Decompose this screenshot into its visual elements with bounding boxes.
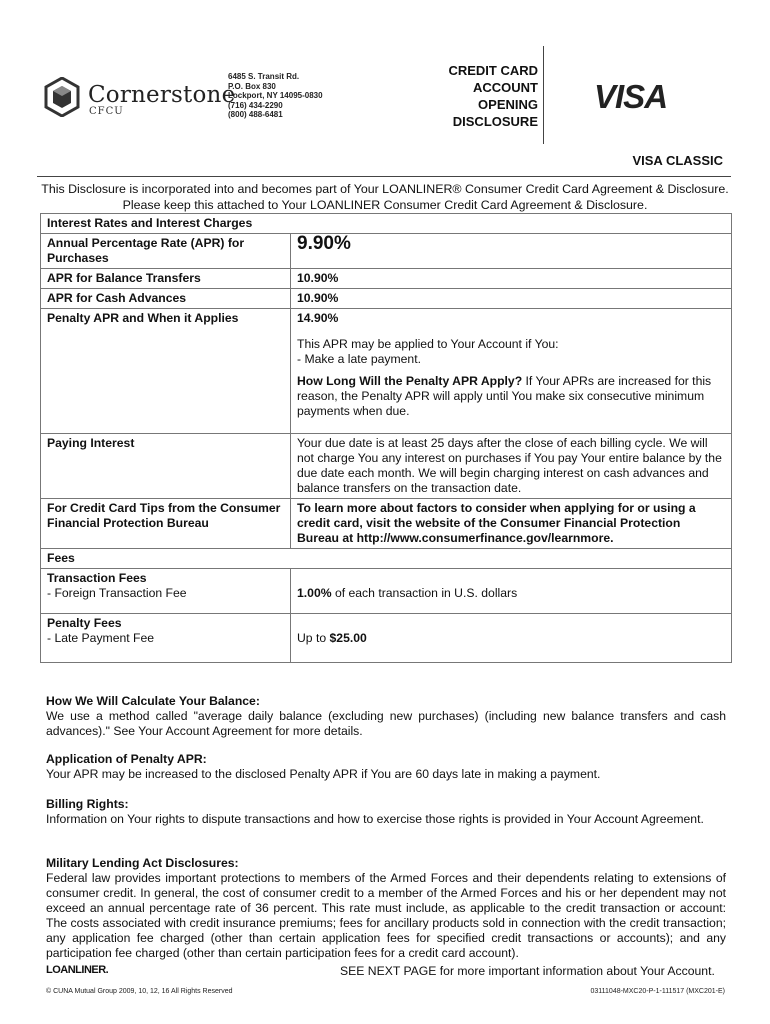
section-text: Your APR may be increased to the disclosed Penalty APR if You are 60 days late in making a payment. — [46, 767, 601, 781]
table-row — [41, 434, 732, 499]
table-row — [41, 549, 732, 569]
header-rule — [37, 176, 731, 177]
copyright: © CUNA Mutual Group 2009, 10, 12, 16 All Rights Reserved — [46, 988, 233, 995]
row-label: Annual Percentage Rate (APR) for Purchases — [41, 234, 291, 269]
intro-text: This Disclosure is incorporated into and becomes part of Your LOANLINER® Consumer Credit Card Agreement & Disclosure. Please keep this attached to Your LOANLINER Consumer Credit Card Agreement & Disclosure. — [41, 182, 729, 212]
cornerstone-logo-icon — [44, 77, 80, 117]
row-label: For Credit Card Tips from the Consumer Financial Protection Bureau — [41, 499, 291, 549]
row-label: APR for Cash Advances — [41, 289, 291, 309]
logo-name: Cornerstone — [88, 82, 236, 108]
penalty-answer: If Your APRs are increased for this reason, the Penalty APR will apply until You make six consecutive minimum payments when due. — [297, 374, 712, 418]
row-value: To learn more about factors to consider when applying for or using a credit card, visit the website of the Consumer Financial Protection Bureau at http://www.consumerfinance.gov/learnmore. — [291, 499, 732, 549]
address-line: (800) 488-6481 — [228, 110, 283, 119]
row-label — [41, 614, 291, 663]
address-block — [228, 72, 323, 120]
section-header: Fees — [41, 549, 732, 569]
foreign-fee-suffix: of each transaction in U.S. dollars — [331, 586, 518, 600]
row-value — [291, 614, 732, 663]
address-line: (716) 434-2290 — [228, 100, 283, 110]
fee-group-title: Transaction Fees — [47, 571, 147, 585]
table-row — [41, 269, 732, 289]
section-title: Billing Rights: — [46, 797, 129, 811]
table-row — [41, 569, 732, 614]
section-title: Military Lending Act Disclosures: — [46, 856, 239, 870]
billing-section — [46, 797, 726, 827]
row-value: 10.90% — [291, 269, 732, 289]
visa-logo: VISA — [594, 78, 668, 115]
fee-label: - Foreign Transaction Fee — [47, 586, 187, 600]
address-line: Lockport, NY 14095-0830 — [228, 91, 323, 100]
section-title: How We Will Calculate Your Balance: — [46, 694, 260, 708]
fee-group-title: Penalty Fees — [47, 616, 122, 630]
penalty-apr-section — [46, 752, 726, 782]
title-line: OPENING — [478, 97, 538, 112]
loanliner-logo: LOANLINER. — [46, 964, 109, 976]
balance-section — [46, 694, 726, 739]
row-label: APR for Balance Transfers — [41, 269, 291, 289]
title-line: DISCLOSURE — [452, 114, 538, 129]
table-row — [41, 289, 732, 309]
late-fee: $25.00 — [329, 631, 367, 645]
fee-label: - Late Payment Fee — [47, 631, 155, 645]
row-value: 10.90% — [291, 289, 732, 309]
row-label: Paying Interest — [41, 434, 291, 499]
row-value: Your due date is at least 25 days after the close of each billing cycle. We will not charge You any interest on purchases if You pay Your entire balance by the due date each month. We will begin charging interest on cash advances and balance transfers on the transaction date. — [291, 434, 732, 499]
document-title — [430, 62, 538, 130]
table-row — [41, 309, 732, 434]
section-text: Information on Your rights to dispute transactions and how to exercise those rights is provided in Your Account Agreement. — [46, 812, 704, 826]
section-text: Federal law provides important protections to members of the Armed Forces and their dependents relating to extensions of consumer credit. In general, the cost of consumer credit to a member of the Armed Forces and his or her dependent may not exceed an annual percentage rate of 36 percent. This rate must include, as applicable to the credit transaction or account: The costs associated with credit insurance premiums; fees for ancillary products sold in connection with the credit transaction; any application fee charged (other than certain application fees for specified credit transactions or accounts); and any participation fee charged (other than certain participation fees for a credit card account). — [46, 871, 726, 960]
military-section — [46, 856, 726, 961]
address-line: P.O. Box 830 — [228, 81, 276, 91]
table-row — [41, 234, 732, 269]
title-line: ACCOUNT — [473, 80, 538, 95]
see-next-page: SEE NEXT PAGE for more important information about Your Account. — [340, 964, 715, 978]
row-value — [291, 569, 732, 614]
late-fee-prefix: Up to — [297, 631, 330, 645]
header-divider — [543, 46, 544, 144]
row-label: Penalty APR and When it Applies — [41, 309, 291, 434]
disclosure-table — [40, 213, 732, 663]
row-value — [291, 309, 732, 434]
form-code: 03111048-MXC20-P-1-111517 (MXC201-E) — [590, 988, 725, 995]
table-row — [41, 614, 732, 663]
table-row — [41, 214, 732, 234]
row-value — [291, 234, 732, 269]
penalty-apr: 14.90% — [297, 311, 339, 325]
section-text: We use a method called "average daily balance (excluding new purchases) (including new balance transfers and cash advances)." See Your Account Agreement for more details. — [46, 709, 726, 738]
address-line: 6485 S. Transit Rd. — [228, 72, 300, 81]
logo-sub: CFCU — [89, 106, 124, 117]
section-header: Interest Rates and Interest Charges — [41, 214, 732, 234]
table-row — [41, 499, 732, 549]
penalty-question: How Long Will the Penalty APR Apply? — [297, 374, 523, 388]
purchase-apr: 9.90% — [297, 233, 351, 254]
foreign-fee: 1.00% — [297, 586, 332, 600]
penalty-line: - Make a late payment. — [297, 352, 421, 366]
product-name: VISA CLASSIC — [632, 153, 723, 168]
penalty-line: This APR may be applied to Your Account if You: — [297, 337, 559, 351]
penalty-duration — [297, 374, 725, 419]
row-label — [41, 569, 291, 614]
title-line: CREDIT CARD — [448, 63, 538, 78]
section-title: Application of Penalty APR: — [46, 752, 207, 766]
